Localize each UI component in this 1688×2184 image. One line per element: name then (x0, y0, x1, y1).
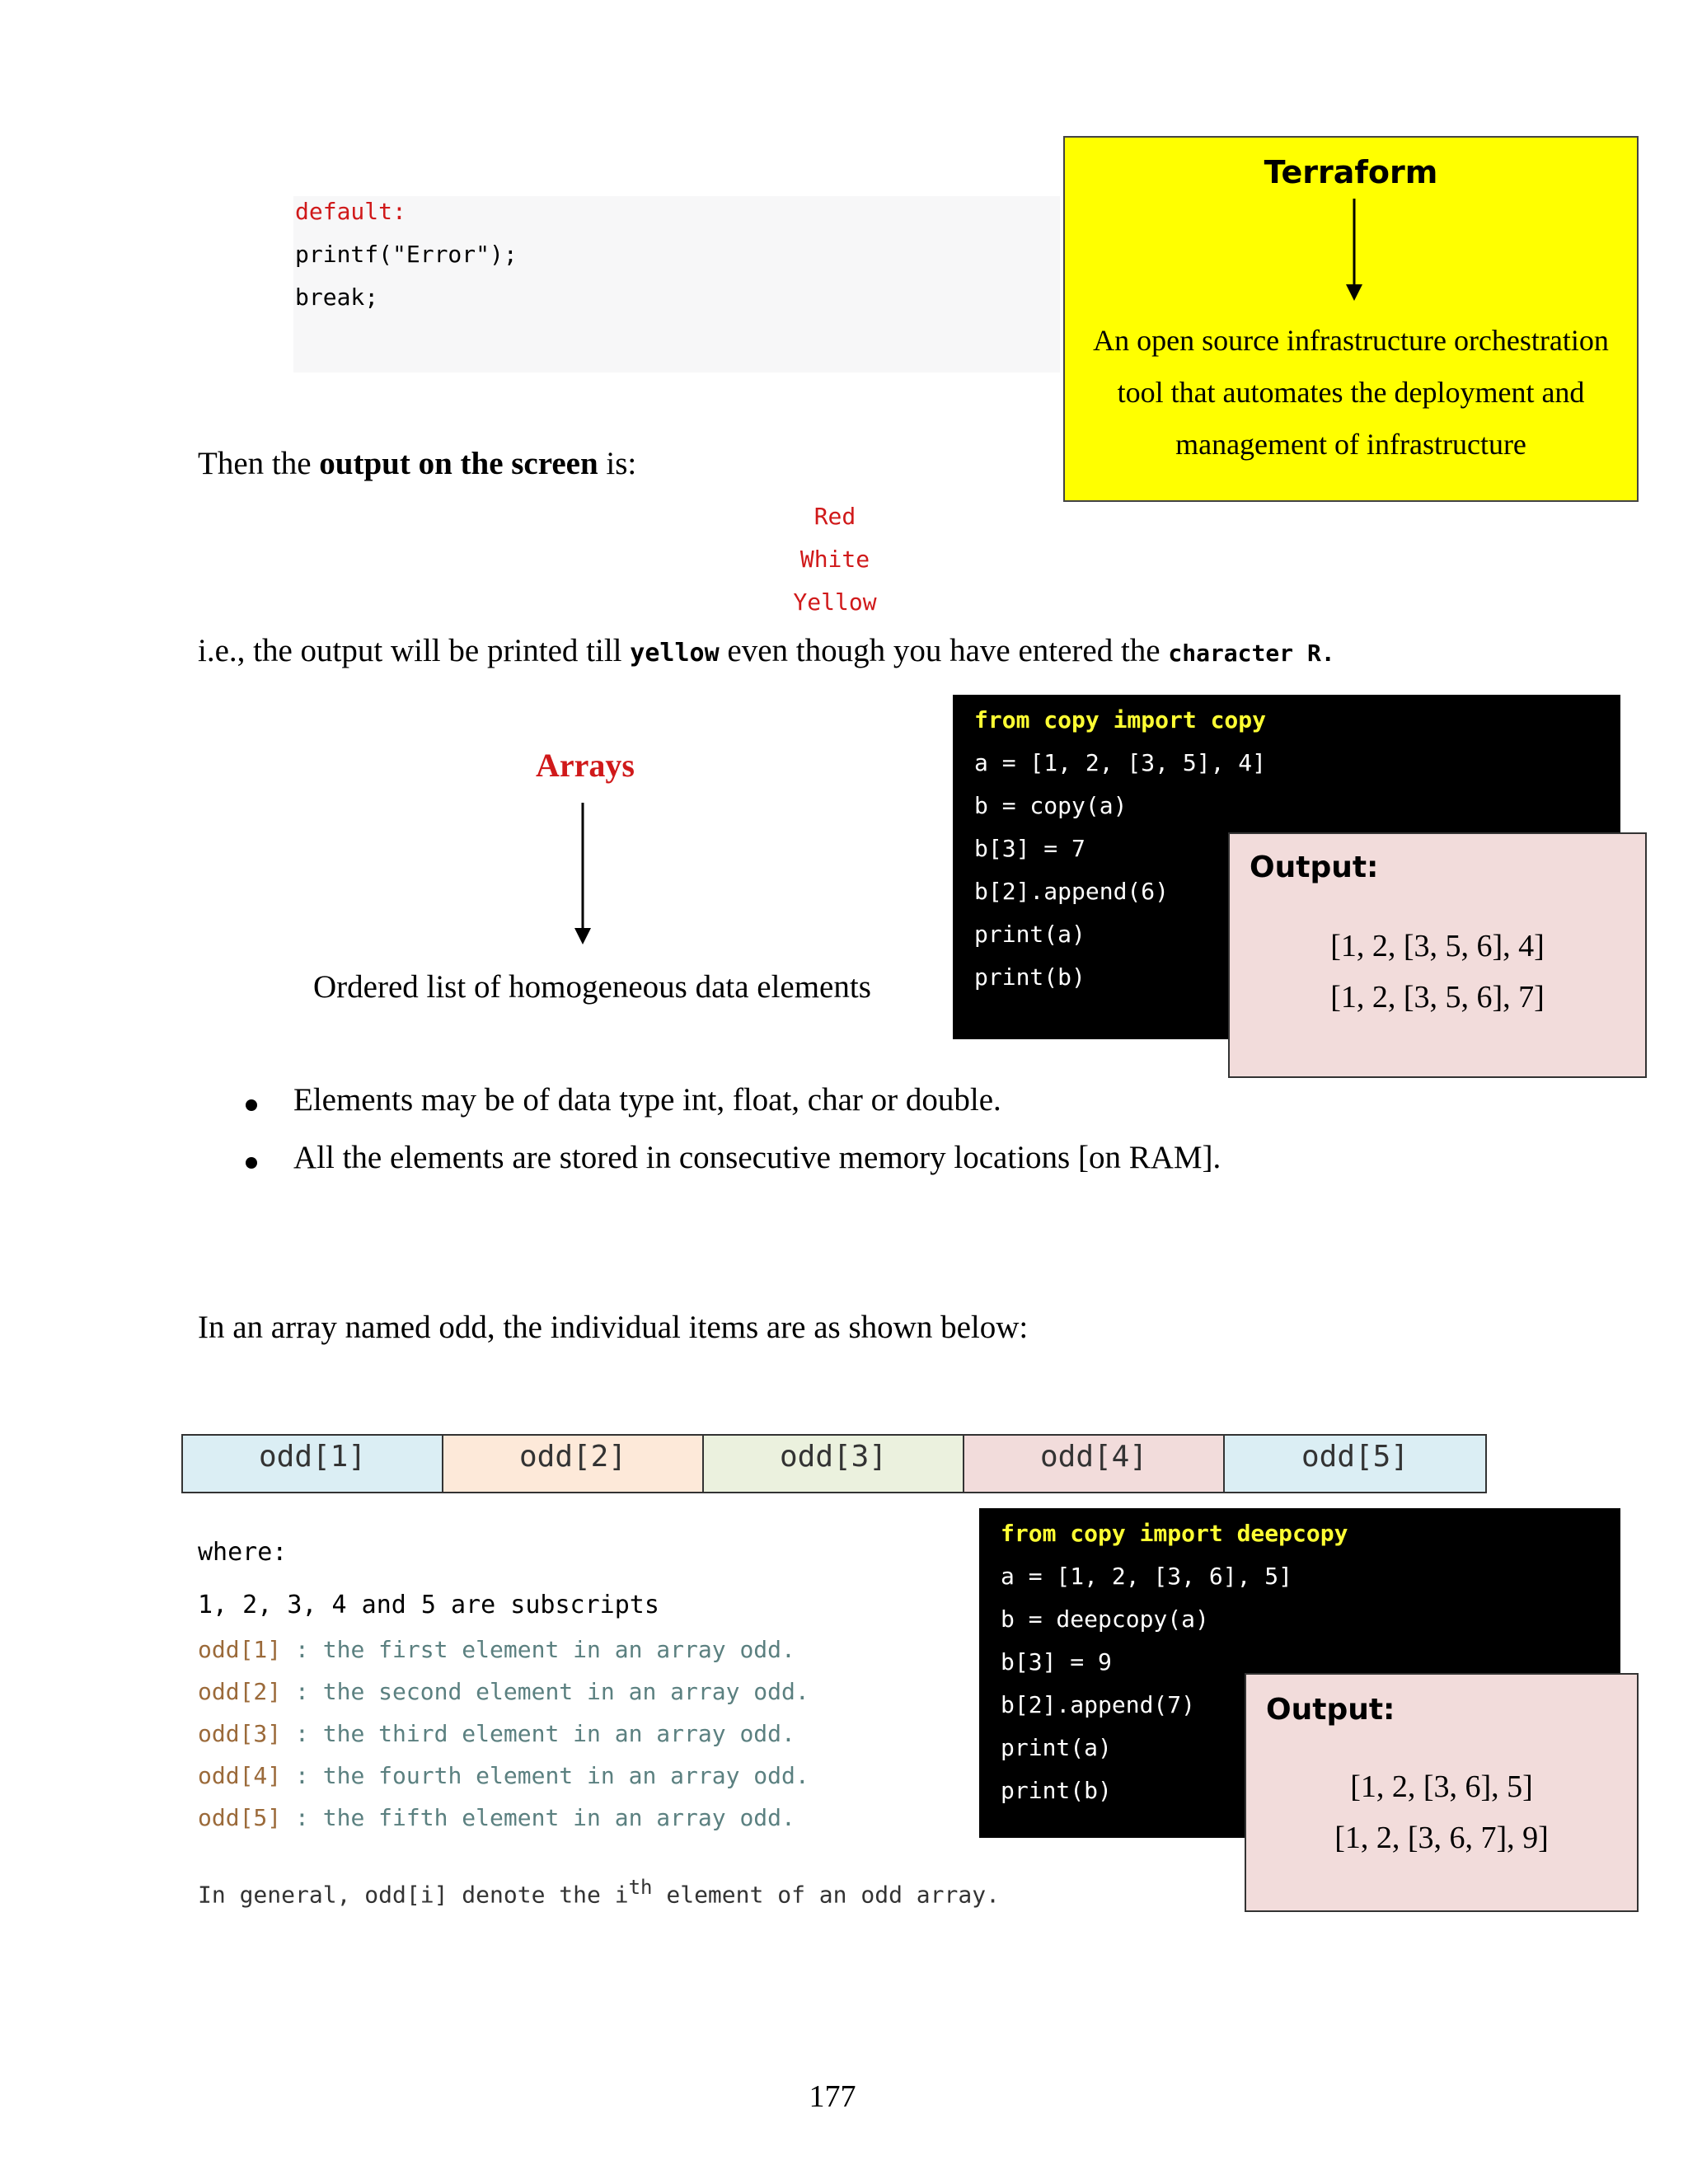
terraform-desc-line: management of infrastructure (1175, 428, 1526, 461)
ie-code-character: character R. (1168, 640, 1335, 667)
terraform-title: Terraform (1264, 154, 1438, 190)
array-cell: odd[2] (442, 1434, 704, 1493)
where-item-desc: : the first element in an array odd. (281, 1636, 795, 1663)
where-item-name: odd[1] (198, 1636, 282, 1663)
output-sentence-bold: output on the screen (319, 446, 598, 481)
bullet-dot (246, 1157, 257, 1169)
where-item (198, 1720, 795, 1747)
code-line: a = [1, 2, [3, 6], 5] (1001, 1563, 1293, 1590)
bullet-item: Elements may be of data type int, float, char or double. (293, 1082, 1001, 1118)
where-item (198, 1678, 809, 1705)
code-line: print(a) (974, 921, 1085, 948)
code-line: print(a) (1001, 1734, 1112, 1761)
where-item (198, 1636, 795, 1663)
down-arrow-icon (1342, 195, 1367, 302)
output-line: [1, 2, [3, 5, 6], 4] (1330, 929, 1545, 963)
where-item-name: odd[2] (198, 1678, 282, 1705)
output-value-white: White (799, 546, 870, 573)
page-number: 177 (809, 2079, 856, 2114)
output-value-yellow: Yellow (793, 588, 877, 616)
array-cell: odd[1] (181, 1434, 443, 1493)
where-item-name: odd[5] (198, 1804, 282, 1831)
array-intro-text: In an array named odd, the individual items are as shown below: (198, 1310, 1029, 1345)
arrays-definition: Ordered list of homogeneous data elements (313, 969, 871, 1005)
terraform-description (1081, 315, 1620, 471)
output-title: Output: (1250, 851, 1379, 884)
ie-middle: even though you have entered the (719, 633, 1169, 668)
code-line: b = deepcopy(a) (1001, 1605, 1209, 1633)
where-label: where: (198, 1538, 288, 1567)
array-cell: odd[5] (1223, 1434, 1487, 1493)
code-line: b[2].append(7) (1001, 1691, 1196, 1718)
general-suffix: element of an odd array. (652, 1881, 1000, 1909)
code-line: b[3] = 9 (1001, 1648, 1112, 1675)
output-line: [1, 2, [3, 6], 5] (1350, 1769, 1533, 1804)
code-line: print(b) (974, 963, 1085, 991)
bullet-item: All the elements are stored in consecutive memory locations [on RAM]. (293, 1140, 1221, 1175)
array-cell: odd[3] (702, 1434, 964, 1493)
array-diagram (181, 1434, 1498, 1493)
terraform-desc-line: tool that automates the deployment and (1117, 376, 1585, 409)
code-block-switch-default (293, 196, 1060, 373)
where-item-desc: : the fourth element in an array odd. (281, 1762, 809, 1789)
output-line: [1, 2, [3, 6, 7], 9] (1334, 1821, 1549, 1855)
general-prefix: In general, odd[i] denote the i (198, 1881, 629, 1909)
code-line: a = [1, 2, [3, 5], 4] (974, 749, 1267, 776)
output-value-red: Red (814, 503, 856, 530)
array-cell: odd[4] (963, 1434, 1225, 1493)
output-sentence-prefix: Then the (198, 446, 320, 481)
where-item (198, 1804, 795, 1831)
terraform-desc-line: An open source infrastructure orchestration (1093, 324, 1609, 357)
code-line: from copy import deepcopy (1001, 1520, 1348, 1547)
arrays-title: Arrays (536, 747, 635, 784)
ie-prefix: i.e., the output will be printed till (198, 633, 631, 668)
code-line-printf: printf("Error"); (295, 241, 518, 268)
ie-code-yellow: yellow (630, 639, 720, 668)
output-title: Output: (1266, 1693, 1395, 1727)
shallow-copy-output-box (1228, 832, 1647, 1078)
code-line: print(b) (1001, 1777, 1112, 1804)
code-line: b[3] = 7 (974, 835, 1085, 862)
subscripts-text: 1, 2, 3, 4 and 5 are subscripts (198, 1591, 659, 1619)
where-item (198, 1762, 809, 1789)
general-superscript: th (628, 1876, 653, 1899)
where-item-desc: : the fifth element in an array odd. (281, 1804, 795, 1831)
ie-sentence (198, 632, 1335, 669)
general-statement (198, 1876, 1000, 1908)
terraform-callout-box (1063, 136, 1639, 502)
where-item-desc: : the second element in an array odd. (281, 1678, 809, 1705)
where-item-desc: : the third element in an array odd. (281, 1720, 795, 1747)
where-item-name: odd[4] (198, 1762, 282, 1789)
code-line-default: default: (295, 198, 406, 225)
down-arrow-icon (570, 799, 595, 948)
output-line: [1, 2, [3, 5, 6], 7] (1330, 980, 1545, 1015)
code-line-break: break; (295, 284, 379, 311)
deep-copy-output-box (1245, 1673, 1639, 1912)
output-sentence-suffix: is: (598, 446, 637, 481)
code-line: from copy import copy (974, 706, 1267, 733)
bullet-dot (246, 1099, 257, 1111)
code-line: b[2].append(6) (974, 878, 1170, 905)
code-line: b = copy(a) (974, 792, 1128, 819)
output-sentence (198, 445, 636, 482)
where-item-name: odd[3] (198, 1720, 282, 1747)
